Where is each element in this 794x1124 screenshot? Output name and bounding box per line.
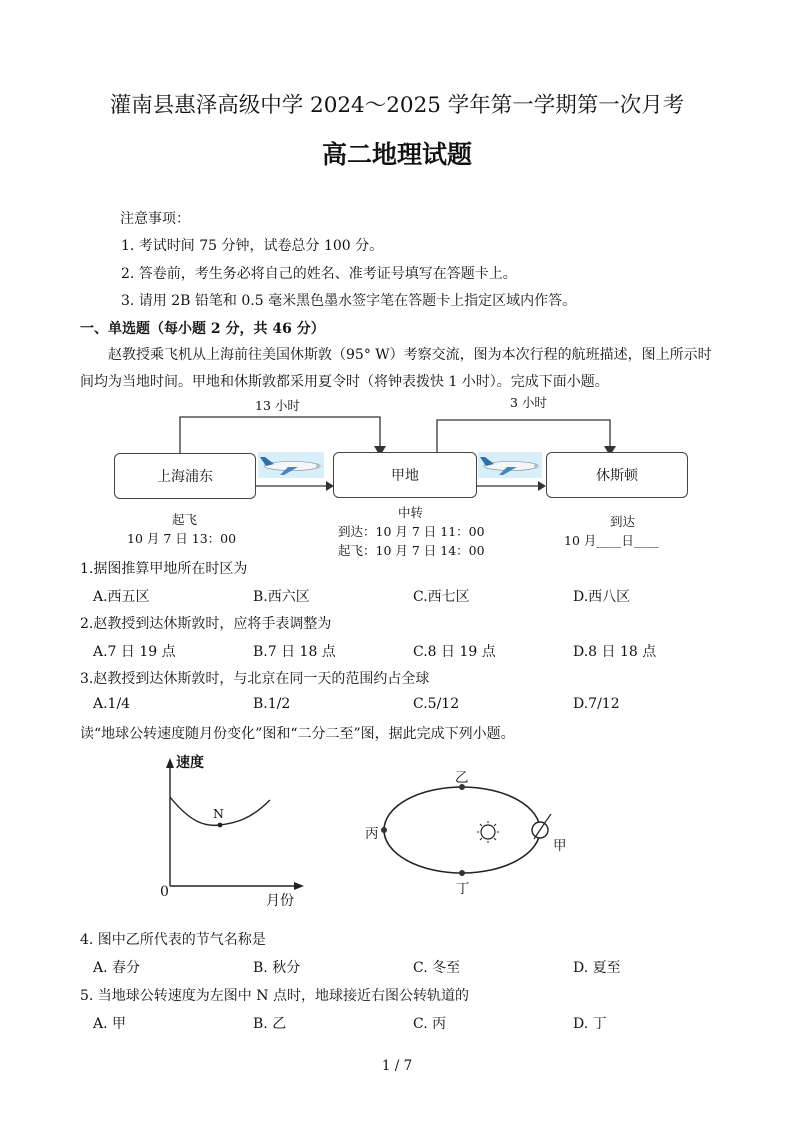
question-stem: 2.赵教授到达休斯敦时，应将手表调整为: [80, 616, 332, 632]
orbit-diagram: [370, 780, 570, 890]
option: D.西八区: [573, 589, 631, 605]
chart-xlabel: 月份: [266, 893, 294, 909]
option: D.7/12: [573, 696, 620, 712]
page-number: 1 / 7: [381, 1058, 413, 1074]
option: C. 冬至: [413, 960, 461, 976]
depart-label: 起飞: [172, 512, 198, 527]
question-stem: 3.赵教授到达休斯敦时，与北京在同一天的范围约占全球: [80, 671, 430, 687]
point-n-label: N: [213, 806, 224, 821]
option: B. 秋分: [253, 960, 301, 976]
speed-chart: [150, 752, 310, 902]
option: D. 丁: [573, 1016, 607, 1032]
option: B. 乙: [253, 1016, 287, 1032]
orbit-label-right: 甲: [553, 838, 567, 854]
transfer-depart-time: 起飞：10 月 7 日 14：00: [338, 543, 485, 558]
duration-label-2: 3 小时: [510, 395, 547, 410]
orbit-label-top: 乙: [455, 770, 469, 786]
option: C.8 日 19 点: [413, 644, 496, 660]
exam-subtitle: 高二地理试题: [321, 140, 472, 169]
airplane-icon: [258, 452, 324, 478]
option: A.7 日 19 点: [93, 644, 176, 660]
city-box-houston: [546, 452, 688, 498]
option: D. 夏至: [573, 960, 621, 976]
exam-title: 灌南县惠泽高级中学 2024～2025 学年第一学期第一次月考: [109, 93, 685, 118]
section-heading: 一、单选题（每小题 2 分，共 46 分）: [80, 321, 325, 337]
notice-item: 1. 考试时间 75 分钟，试卷总分 100 分。: [121, 238, 384, 254]
point-n-marker: [218, 823, 223, 828]
option: A. 春分: [93, 960, 141, 976]
transfer-arrive-time: 到达：10 月 7 日 11：00: [338, 524, 485, 539]
notice-heading: 注意事项：: [120, 211, 190, 227]
option: B.西六区: [253, 589, 310, 605]
city-label: 休斯顿: [596, 468, 638, 484]
depart-time: 10 月 7 日 13：00: [127, 531, 237, 546]
option: A.1/4: [93, 696, 131, 712]
question-stem: 4. 图中乙所代表的节气名称是: [80, 932, 266, 948]
option: C. 丙: [413, 1016, 447, 1032]
city-box-shanghai: [114, 453, 256, 499]
orbit-label-left: 丙: [365, 826, 379, 842]
option: C.西七区: [413, 589, 470, 605]
chart-origin: 0: [160, 884, 169, 900]
option: B.7 日 18 点: [253, 644, 336, 660]
duration-label-1: 13 小时: [255, 398, 300, 413]
question-stem: 1.据图推算甲地所在时区为: [80, 561, 248, 577]
earth-icon: [532, 814, 551, 839]
notice-item: 3. 请用 2B 铅笔和 0.5 毫米黑色墨水签字笔在答题卡上指定区域内作答。: [121, 293, 577, 309]
intro-paragraph: 赵教授乘飞机从上海前往美国休斯敦（95° W）考察交流，图为本次行程的航班描述，图上所示时间均为当地时间。甲地和休斯敦都采用夏令时（将钟表拨快 1 小时）。完成下面小题。: [80, 347, 712, 390]
option: A. 甲: [93, 1016, 127, 1032]
option: D.8 日 18 点: [573, 644, 657, 660]
airplane-icon: [478, 452, 542, 478]
question-stem: 5. 当地球公转速度为左图中 N 点时，地球接近右图公转轨道的: [80, 988, 469, 1004]
city-label: 上海浦东: [157, 469, 213, 485]
chart-ylabel: 速度: [176, 755, 204, 771]
option: C.5/12: [413, 696, 460, 712]
sun-icon: [477, 821, 499, 843]
notice-item: 2. 答卷前，考生务必将自己的姓名、准考证号填写在答题卡上。: [121, 266, 517, 282]
option: A.西五区: [93, 589, 150, 605]
transfer-label: 中转: [398, 505, 424, 520]
city-label: 甲地: [391, 468, 419, 484]
arrive-time: 10 月____日____: [564, 533, 659, 548]
option: B.1/2: [253, 696, 291, 712]
intro-paragraph-2: 读“地球公转速度随月份变化”图和“二分二至”图，据此完成下列小题。: [80, 726, 515, 742]
arrive-label: 到达: [610, 514, 636, 529]
orbit-label-bottom: 丁: [456, 881, 470, 897]
